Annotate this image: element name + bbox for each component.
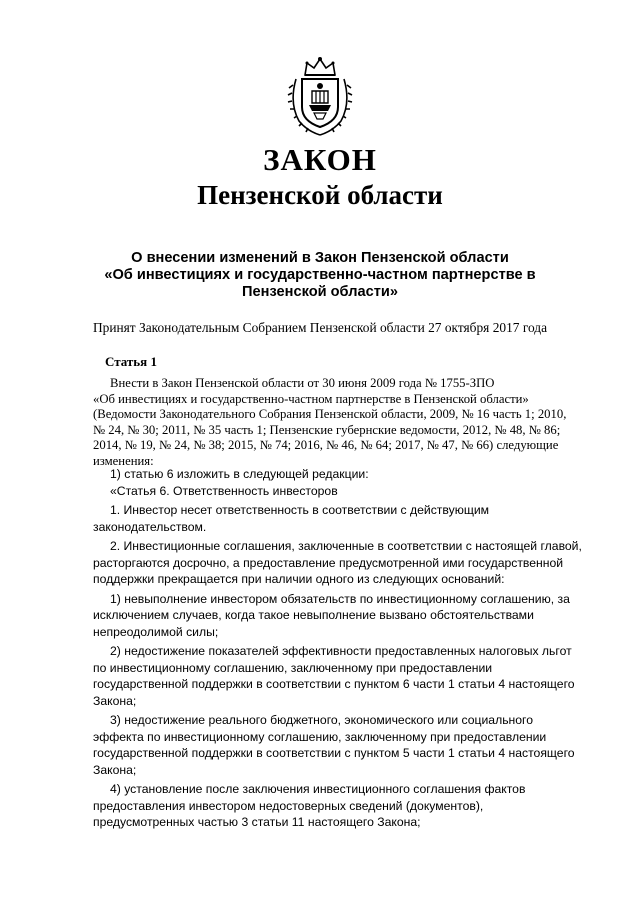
subparagraph-4 [93, 781, 566, 831]
subtitle-line: О внесении изменений в Закон Пензенской области [131, 250, 509, 266]
adoption-statement: Принят Законодательным Собранием Пензенской области 27 октября 2017 года [92, 320, 548, 335]
text-line: расторгаются досрочно, а предоставление предусмотренной ими государственной [93, 555, 564, 570]
paragraph-2 [93, 538, 582, 588]
text-line: Внести в Закон Пензенской области от 30 июня 2009 года № 1755-ЗПО [110, 376, 495, 390]
text-line: непреодолимой силы; [93, 624, 219, 639]
text-line: поддержки прекращается при наличии одного из следующих оснований: [93, 572, 505, 586]
text-line: 2. Инвестиционные соглашения, заключенные в соответствии с настоящей главой, [110, 539, 582, 553]
text-line: 1. Инвестор несет ответственность в соответствии с действующим [110, 503, 490, 517]
subparagraph-2 [93, 643, 575, 709]
penza-coat-of-arms-icon [287, 55, 353, 137]
text-line: законодательством. [93, 519, 207, 534]
text-line: 4) установление после заключения инвестиционного соглашения фактов [110, 782, 526, 796]
law-title: ЗАКОН [263, 142, 377, 177]
article-heading: Статья 1 [105, 354, 157, 369]
text-line: государственной поддержки в соответствии с пунктом 6 части 1 статьи 4 настоящего [93, 677, 575, 691]
text-line: (Ведомости Законодательного Собрания Пензенской области, 2009, № 16 часть 1; 2010, [93, 407, 567, 422]
region-title: Пензенской области [197, 180, 443, 210]
text-line: предоставления инвестором недостоверных сведений (документов), [93, 798, 484, 813]
article6-heading: «Статья 6. Ответственность инвесторов [110, 483, 338, 498]
amendment-text [93, 466, 582, 831]
subtitle-line: Пензенской области» [242, 284, 398, 300]
paragraph-1 [93, 502, 566, 535]
text-line: Закона; [93, 762, 137, 777]
amendment-item: 1) статью 6 изложить в следующей редакции: [110, 467, 369, 481]
subparagraph-1 [93, 591, 570, 641]
text-line: по инвестиционному соглашению, заключенному при предоставлении [93, 660, 493, 675]
text-line: «Об инвестициях и государственно-частном партнерстве в Пензенской области» [93, 391, 529, 406]
text-line: изменения: [93, 453, 154, 468]
subparagraph-3 [93, 712, 575, 778]
text-line: предусмотренных частью 3 статьи 11 настоящего Закона; [93, 815, 421, 829]
text-line: Закона; [93, 693, 137, 708]
text-line: эффекта по инвестиционному соглашению, заключенному при предоставлении [93, 729, 547, 744]
text-line: 1) невыполнение инвестором обязательств по инвестиционному соглашению, за [110, 591, 570, 606]
text-line: 2014, № 19, № 24, № 38; 2015, № 74; 2016, № 46, № 64; 2017, № 47, № 66) следующие [93, 438, 559, 453]
text-line: государственной поддержки в соответствии с пунктом 5 части 1 статьи 4 настоящего [93, 746, 575, 760]
text-line: № 24, № 30; 2011, № 35 часть 1; Пензенские губернские ведомости, 2012, № 48, № 86; [93, 422, 561, 437]
subtitle-line: «Об инвестициях и государственно-частном партнерстве в [104, 267, 536, 283]
intro-paragraph [93, 376, 566, 470]
law-subtitle [60, 250, 580, 301]
text-line: исключением случаев, когда такое невыполнение вызвано обстоятельствами [93, 608, 534, 622]
text-line: 3) недостижение реального бюджетного, экономического или социального [110, 713, 534, 727]
text-line: 2) недостижение показателей эффективности предоставленных налоговых льгот [110, 644, 572, 658]
